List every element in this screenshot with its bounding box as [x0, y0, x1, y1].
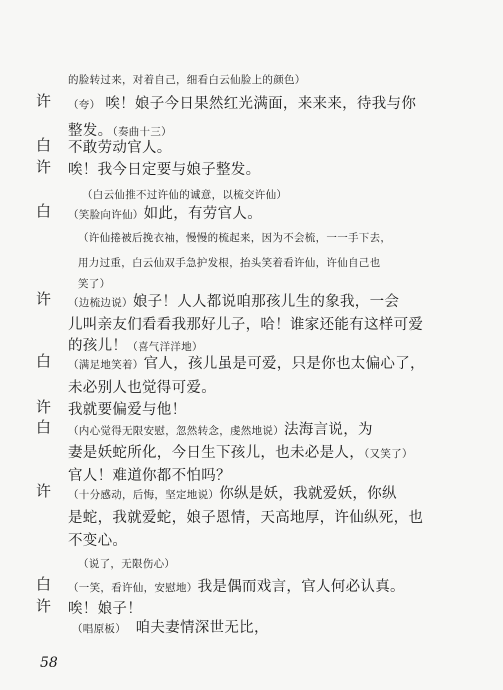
dialogue-text: 唉！娘子！ [68, 601, 142, 617]
dialogue-text: 娘子！人人都说咱那孩儿生的象我，一会 [132, 294, 400, 310]
speaker-label: 白 [36, 352, 52, 370]
page-number: 58 [40, 655, 58, 671]
script-line [68, 575, 405, 596]
script-line [68, 290, 399, 311]
stage-direction: （唱原板） [72, 623, 121, 635]
dialogue-text: 不变心。 [68, 533, 128, 549]
stage-direction: 用力过重，白云仙双手急护发根，抬头笑着看许仙，许仙自己也 [78, 257, 381, 269]
speaker-label: 许 [36, 92, 52, 110]
script-line [68, 482, 397, 503]
dialogue-text: 唉！我今日定要与娘子整发。 [68, 162, 261, 178]
speaker-label: 白 [36, 136, 52, 154]
script-line [68, 352, 425, 373]
script-line [82, 183, 287, 202]
stage-direction: （内心觉得无限安慰，忽然转念，虔然地说） [68, 425, 284, 437]
dialogue-text: 未必别人也觉得可爱。 [68, 380, 216, 396]
script-line [68, 529, 127, 550]
stage-direction: （一笑，看许仙，安慰地） [68, 582, 198, 594]
stage-direction: （说了，无限伤心） [78, 558, 176, 570]
dialogue-text: 我就要偏爱与他！ [68, 402, 187, 418]
stage-direction: 的脸转过来，对着自己，细看白云仙脸上的颜色） [68, 74, 306, 86]
script-line [68, 506, 423, 527]
script-line [68, 158, 260, 179]
dialogue-text: 妻是妖蛇所化，今日生下孩儿，也未必是人， [68, 445, 364, 461]
stage-direction: （奏曲十三） [112, 126, 172, 138]
speaker-label: 许 [36, 482, 52, 500]
stage-direction: （笑脸向许仙） [68, 209, 144, 221]
script-line [68, 202, 262, 223]
speaker-label: 许 [36, 597, 52, 615]
stage-direction: （夸） [68, 99, 101, 111]
dialogue-text: 我是偶而戏言，官人何必认真。 [197, 579, 405, 595]
script-line [72, 616, 269, 637]
script-line [78, 251, 380, 270]
stage-direction: （满足地笑着） [68, 359, 144, 371]
dialogue-text: 官人！难道你都不怕吗？ [68, 468, 231, 484]
speaker-label: 许 [36, 290, 52, 308]
dialogue-text: 咱夫妻情深世无比， [120, 620, 269, 636]
script-line [68, 441, 413, 462]
script-line [68, 136, 172, 157]
stage-direction: （十分感动，后悔，坚定地说） [68, 489, 220, 501]
script-line [68, 398, 186, 419]
dialogue-text: 整发。 [68, 123, 113, 139]
dialogue-text: 儿叫亲友们看看我那好儿子，哈！谁家还能有这样可爱 [68, 317, 424, 333]
dialogue-text: 唉！娘子今日果然红光满面，来来来，待我与你 [100, 96, 417, 112]
dialogue-text: 的孩儿！ [68, 338, 128, 354]
speaker-label: 白 [36, 575, 52, 593]
stage-direction: （许仙捲被后挽衣袖，慢慢的梳起来，因为不会梳，一一手下去， [78, 232, 392, 244]
script-line [68, 92, 416, 113]
script-line [68, 313, 423, 334]
speaker-label: 白 [36, 418, 52, 436]
stage-direction: （边梳边说） [68, 297, 133, 309]
stage-direction: （喜气洋洋地） [127, 341, 203, 353]
script-line [78, 552, 175, 571]
speaker-label: 许 [36, 158, 52, 176]
dialogue-text: 你纵是妖，我就爱妖，你纵 [219, 486, 397, 502]
script-line [68, 597, 142, 618]
dialogue-text: 官人，孩儿虽是可爱，只是你也太偏心了， [143, 356, 425, 372]
script-line [68, 376, 216, 397]
dialogue-text: 法海言说，为 [284, 422, 373, 438]
script-line [78, 272, 110, 291]
dialogue-text: 不敢劳动官人。 [68, 140, 172, 156]
dialogue-text: 如此，有劳官人。 [143, 206, 263, 222]
stage-direction: （白云仙推不过许仙的诚意，以梳交许仙） [82, 189, 288, 201]
script-line [68, 68, 306, 87]
script-line [68, 418, 373, 439]
stage-direction: （又笑了） [364, 448, 413, 460]
speaker-label: 许 [36, 398, 52, 416]
script-line [78, 226, 391, 245]
dialogue-text: 是蛇，我就爱蛇，娘子恩情，天高地厚，许仙纵死，也 [68, 510, 424, 526]
stage-direction: 笑了） [78, 278, 111, 290]
speaker-label: 白 [36, 202, 52, 220]
